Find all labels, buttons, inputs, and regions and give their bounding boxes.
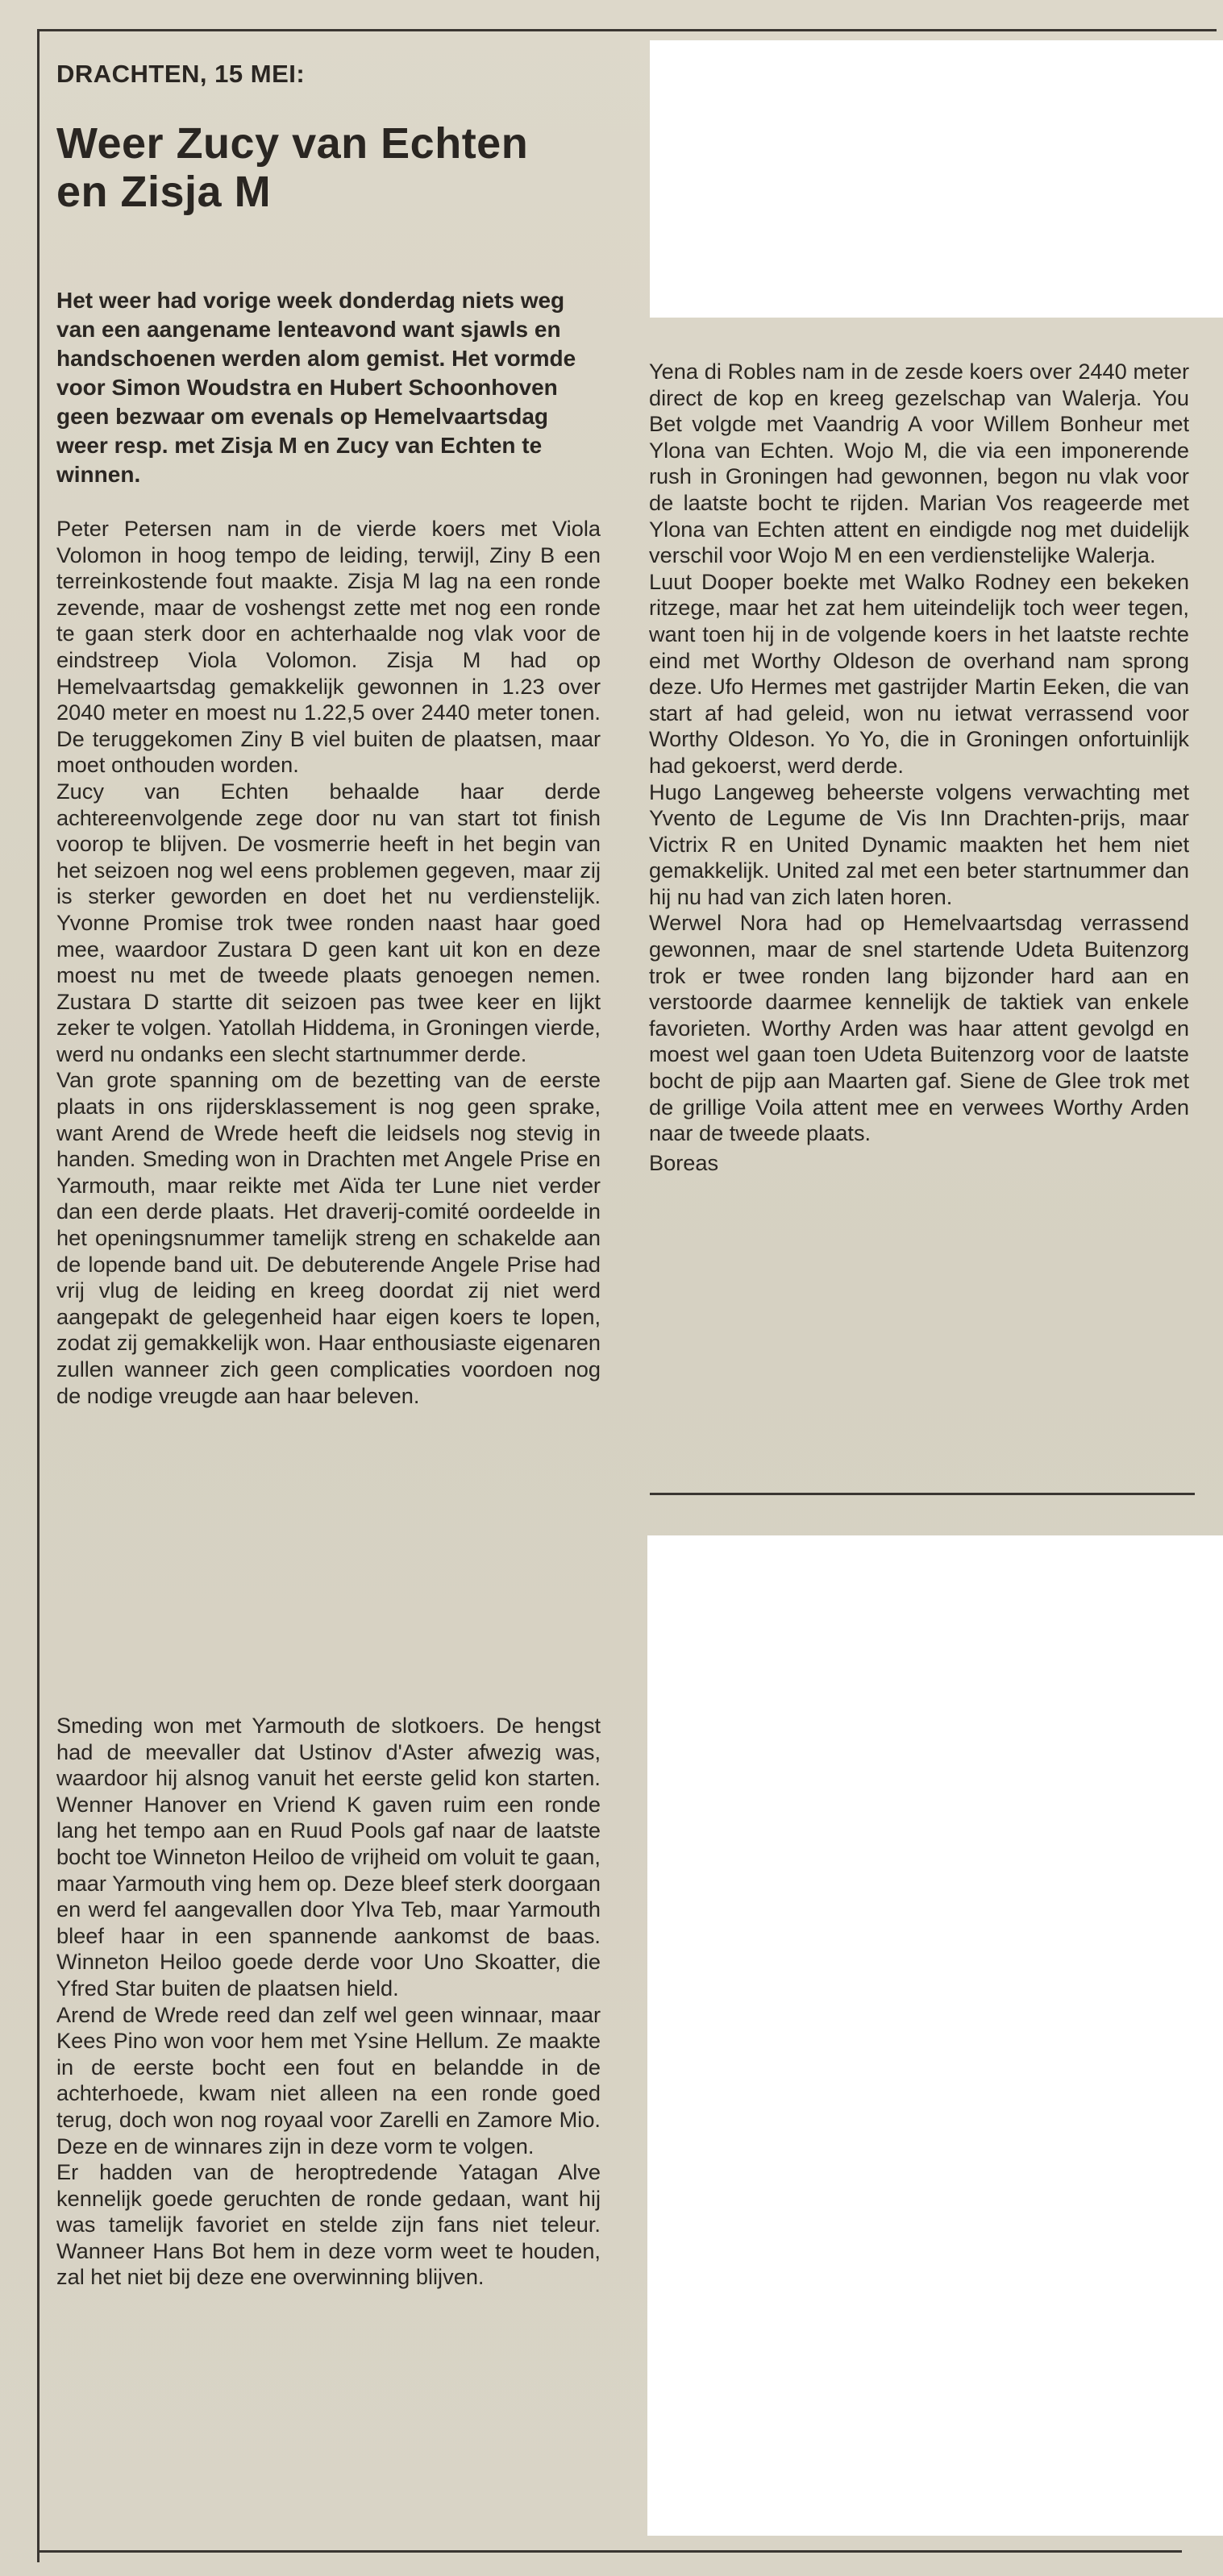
- headline-line: Weer Zucy van Echten: [56, 119, 529, 168]
- blank-area-top: [650, 40, 1223, 318]
- blank-area-bottom: [647, 1535, 1223, 2536]
- lead-paragraph: Het weer had vorige week donderdag niets weg van een aangename lenteavond want sjawls en handschoenen werden alom gemist. Het vormde voor Simon Woudstra en Hubert Schoonhoven geen bezwaar om evenals op Hemelvaartsdag weer resp. met Zisja M en Zucy van Echten te winnen.: [56, 288, 576, 487]
- author-signature: Boreas: [649, 1149, 719, 1175]
- body-paragraph: Luut Dooper boekte met Walko Rodney een bekeken ritzege, maar het zat hem uiteindelijk toch weer tegen, want toen hij in de volgende koers in het laatste rechte eind met Worthy Oldeson de overhand nam sprong deze. Ufo Hermes met gastrijder Martin Eeken, die van start af had geleid, won nu ietwat verrassend voor Worthy Oldeson. Yo Yo, die in Groningen onfortuinlijk had gekoerst, werd derde.: [649, 568, 1189, 778]
- body-paragraph: Zucy van Echten behaalde haar derde achtereenvolgende zege door nu van start tot finish voorop te blijven. De vosmerrie heeft in het begin van het seizoen nog wel eens problemen gegeven, maar zij is sterker geworden en doet het nu verdienstelijk. Yvonne Promise trok twee ronden naast haar goed mee, waardoor Zustara D geen kant uit kon en deze moest nu met de tweede plaats genoegen nemen. Zustara D startte dit seizoen pas twee keer en lijkt zeker te volgen. Yatollah Hiddema, in Groningen vierde, werd nu ondanks een slecht startnummer derde.: [56, 778, 601, 1066]
- headline-line: en Zisja M: [56, 168, 272, 216]
- body-paragraph: Smeding won met Yarmouth de slotkoers. De hengst had de meevaller dat Ustinov d'Aster afwezig was, waardoor hij alsnog vanuit het eerste gelid kon starten. Wenner Hanover en Vriend K gaven ruim een ronde lang het tempo aan en Ruud Pools gaf naar de laatste bocht toe Winneton Heiloo de vrijheid om voluit te gaan, maar Yarmouth ving hem op. Deze bleef sterk doorgaan en werd fel aangevallen door Ylva Teb, maar Yarmouth bleef haar in een spannende aankomst de baas. Winneton Heiloo goede derde voor Uno Skoatter, die Yfred Star buiten de plaatsen hield.: [56, 1713, 601, 2001]
- body-paragraph: Van grote spanning om de bezetting van de eerste plaats in ons rijdersklassement is nog geen sprake, want Arend de Wrede heeft die leidsels nog stevig in handen. Smeding won in Drachten met Angele Prise en Yarmouth, maar reikte met Aïda ter Lune niet verder dan een derde plaats. Het draverij-comité oordeelde in het openingsnummer tamelijk streng en schakelde aan de lopende band uit. De debuterende Angele Prise had vrij vlug de leiding en kreeg doordat zij niet werd aangepakt de gelegenheid haar eigen koers te lopen, zodat zij gemakkelijk won. Haar enthousiaste eigenaren zullen wanneer zich geen complicaties voordoen nog de nodige vreugde aan haar beleven.: [56, 1067, 601, 1408]
- column-1-lower: [56, 1713, 601, 2291]
- body-paragraph: Peter Petersen nam in de vierde koers met Viola Volomon in hoog tempo de leiding, terwijl, Ziny B een terreinkostende fout maakte. Zisja M lag na een ronde zevende, maar de voshengst zette met nog een ronde te gaan sterk door en achterhaalde nog vlak voor de eindstreep Viola Volomon. Zisja M had op Hemelvaartsdag gemakkelijk gewonnen in 1.23 over 2040 meter en moest nu 1.22,5 over 2440 meter tonen. De teruggekomen Ziny B viel buiten de plaatsen, maar moet onthouden worden.: [56, 516, 601, 778]
- column-1-upper: [56, 516, 601, 1409]
- column-2: [649, 359, 1189, 1176]
- body-paragraph: Werwel Nora had op Hemelvaartsdag verrassend gewonnen, maar de snel startende Udeta Buitenzorg trok er twee ronden lang bijzonder hard aan en verstoorde daarmee kennelijk de taktiek van enkele favorieten. Worthy Arden was haar attent gevolgd en moest wel gaan toen Udeta Buitenzorg voor de laatste bocht de pijp aan Maarten gaf. Siene de Glee trok met de grillige Voila attent mee en verwees Worthy Arden naar de tweede plaats.: [649, 910, 1189, 1146]
- body-paragraph: Arend de Wrede reed dan zelf wel geen winnaar, maar Kees Pino won voor hem met Ysine Hellum. Ze maakte in de eerste bocht een fout en belandde in de achterhoede, kwam niet alleen na een ronde goed terug, doch won nog royaal voor Zarelli en Zamore Mio. Deze en de winnares zijn in deze vorm te volgen.: [56, 2001, 601, 2158]
- dateline: DRACHTEN, 15 MEI:: [56, 60, 306, 88]
- bottom-rule: [37, 2550, 1182, 2553]
- body-paragraph: Hugo Langeweg beheerste volgens verwachting met Yvento de Legume de Vis Inn Drachten-prijs, maar Victrix R en United Dynamic maakten het hem niet gemakkelijk. United zal met een beter startnummer dan hij nu had van zich laten horen.: [649, 779, 1189, 909]
- body-paragraph: Yena di Robles nam in de zesde koers over 2440 meter direct de kop en kreeg gezelschap van Walerja. You Bet volgde met Vaandrig A voor Willem Bonheur met Ylona van Echten. Wojo M, die via een imponerende rush in Groningen had gewonnen, begon nu vlak voor de laatste bocht te rijden. Marian Vos reageerde met Ylona van Echten attent en eindigde nog met duidelijk verschil voor Wojo M en een verdienstelijke Walerja.: [649, 359, 1189, 568]
- body-paragraph: Er hadden van de heroptredende Yatagan Alve kennelijk goede geruchten de ronde gedaan, want hij was tamelijk favoriet en stelde zijn fans niet teleur. Wanneer Hans Bot hem in deze vorm weet te houden, zal het niet bij deze ene overwinning blijven.: [56, 2159, 601, 2290]
- headline: [56, 119, 613, 216]
- column-end-rule: [650, 1493, 1195, 1495]
